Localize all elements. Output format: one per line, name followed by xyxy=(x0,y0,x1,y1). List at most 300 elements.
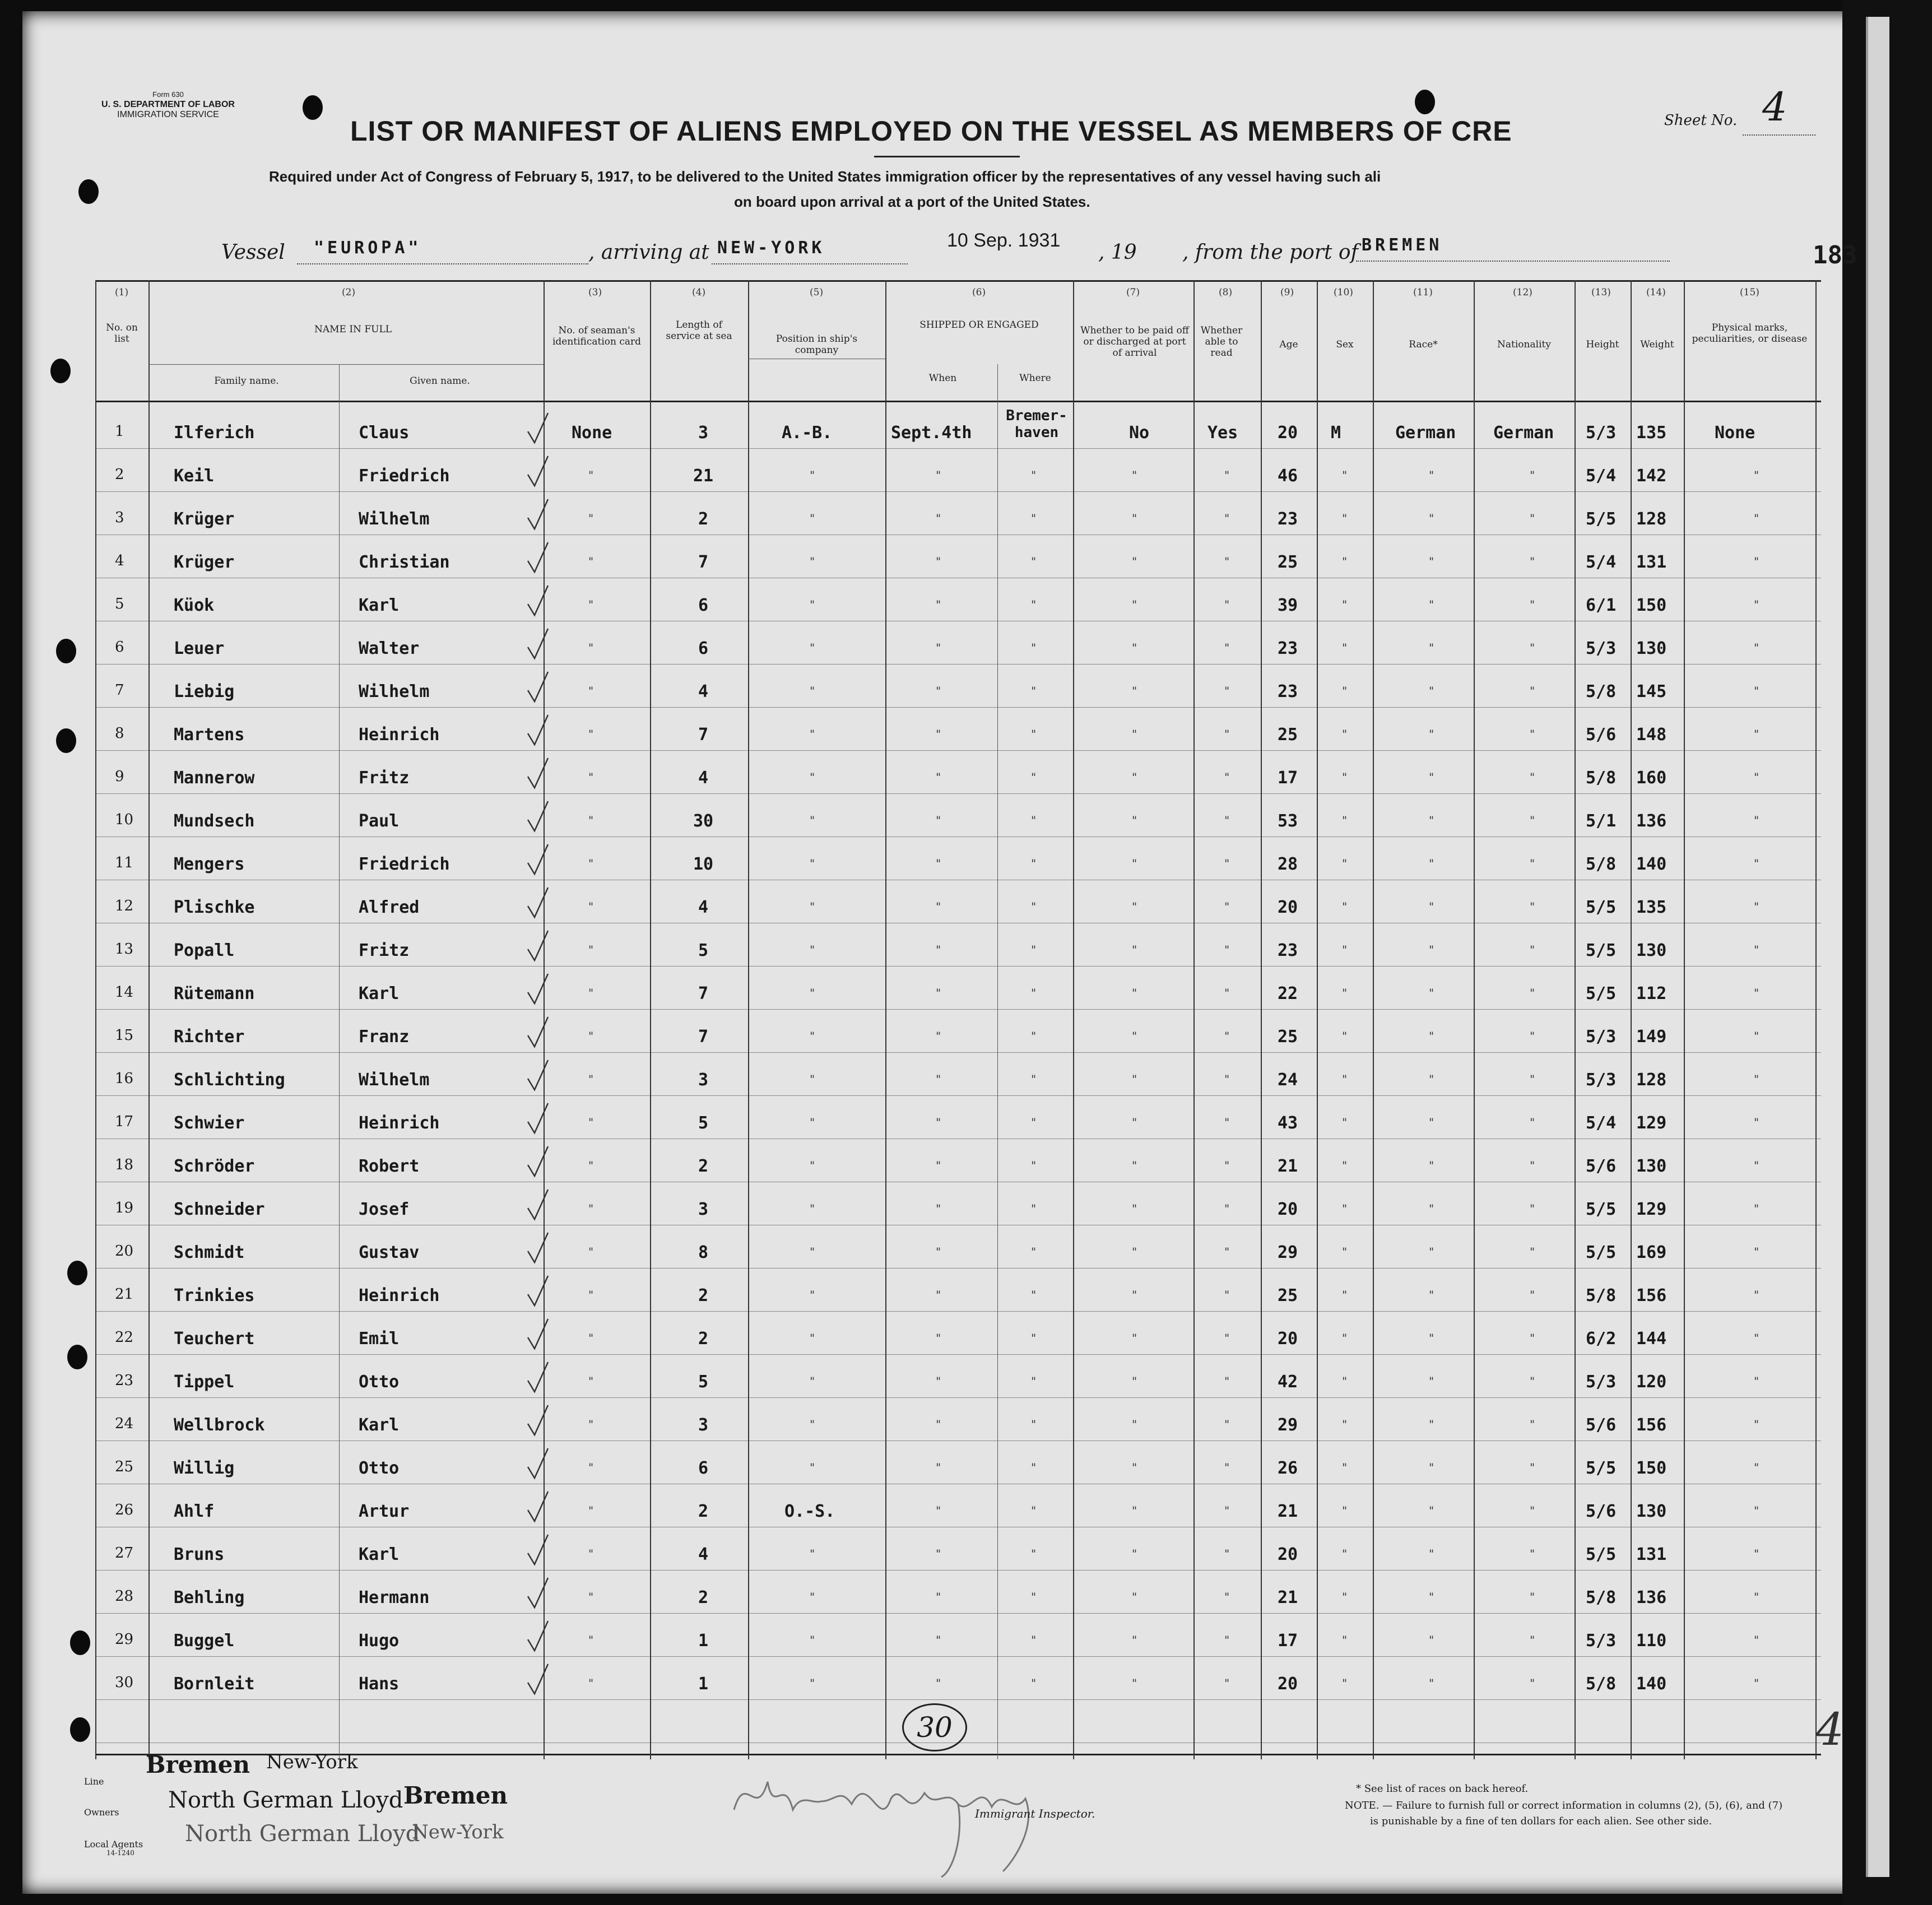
marks-ditto: " xyxy=(1754,1418,1759,1431)
race-ditto: " xyxy=(1429,1331,1434,1345)
sex-ditto: " xyxy=(1342,1202,1348,1215)
check-mark-icon xyxy=(527,1620,549,1653)
weight: 148 xyxy=(1636,725,1667,745)
race-ditto: " xyxy=(1429,1461,1434,1474)
height: 5/1 xyxy=(1586,811,1617,831)
row-rule xyxy=(95,1656,1821,1657)
seaman-card: None xyxy=(572,423,612,443)
paid-off-ditto: " xyxy=(1132,814,1137,827)
when-ditto: " xyxy=(936,1288,941,1302)
given-name: Christian xyxy=(359,552,450,572)
row-rule xyxy=(95,1613,1821,1614)
marks-ditto: " xyxy=(1754,900,1759,913)
check-mark-icon xyxy=(527,455,549,489)
position-ditto: " xyxy=(810,986,815,1000)
check-mark-icon xyxy=(527,628,549,661)
marks-ditto: " xyxy=(1754,986,1759,1000)
check-mark-icon xyxy=(527,714,549,747)
position-ditto: " xyxy=(810,770,815,784)
marks-ditto: " xyxy=(1754,1116,1759,1129)
length-of-service: 4 xyxy=(698,682,709,701)
row-number: 30 xyxy=(115,1674,134,1691)
marks-ditto: " xyxy=(1754,857,1759,870)
physical-marks: None xyxy=(1715,423,1755,443)
race-ditto: " xyxy=(1429,641,1434,654)
row-number: 23 xyxy=(115,1372,134,1389)
position-ditto: " xyxy=(810,1202,815,1215)
family-name: Rütemann xyxy=(174,984,255,1003)
age: 21 xyxy=(1278,1156,1298,1176)
vessel-label: Vessel xyxy=(221,241,285,264)
punch-hole xyxy=(67,1345,87,1369)
check-mark-icon xyxy=(527,1404,549,1438)
when-ditto: " xyxy=(936,1418,941,1431)
col-10-number: (10) xyxy=(1334,287,1353,298)
header-bottom-border xyxy=(95,401,1821,402)
age: 28 xyxy=(1278,854,1298,874)
where-ditto: " xyxy=(1031,1633,1037,1647)
row-number: 16 xyxy=(115,1070,134,1087)
family-name: Bornleit xyxy=(174,1674,255,1694)
weight: 140 xyxy=(1636,854,1667,874)
when-ditto: " xyxy=(936,1374,941,1388)
check-mark-icon xyxy=(527,1232,549,1265)
card-ditto: " xyxy=(588,1029,594,1043)
when-ditto: " xyxy=(936,1202,941,1215)
position-ditto: " xyxy=(810,1029,815,1043)
read-ditto: " xyxy=(1224,1159,1230,1172)
row-number: 27 xyxy=(115,1545,134,1562)
crew-total-circled: 30 xyxy=(902,1703,967,1751)
col-13-heading: Height xyxy=(1586,339,1619,350)
read-ditto: " xyxy=(1224,814,1230,827)
departure-underline xyxy=(1356,261,1670,262)
when-ditto: " xyxy=(936,1504,941,1517)
row-number: 12 xyxy=(115,898,134,914)
paid-off: No xyxy=(1129,423,1150,443)
marks-ditto: " xyxy=(1754,1245,1759,1258)
where-ditto: " xyxy=(1031,468,1037,482)
marks-ditto: " xyxy=(1754,1590,1759,1604)
given-name: Wilhelm xyxy=(359,509,430,529)
height: 5/8 xyxy=(1586,854,1617,874)
card-ditto: " xyxy=(588,1418,594,1431)
row-rule xyxy=(95,1397,1821,1398)
row-rule xyxy=(95,793,1821,794)
height: 5/6 xyxy=(1586,725,1617,745)
race-ditto: " xyxy=(1429,1547,1434,1560)
check-mark-icon xyxy=(527,671,549,704)
weight: 130 xyxy=(1636,1156,1667,1176)
punch-hole xyxy=(56,639,76,663)
row-number: 13 xyxy=(115,941,134,958)
race-ditto: " xyxy=(1429,857,1434,870)
check-mark-icon xyxy=(527,1318,549,1351)
col-7-heading: Whether to be paid off or discharged at port of arrival xyxy=(1080,325,1189,359)
inspector-signature xyxy=(723,1748,1182,1883)
race-ditto: " xyxy=(1429,900,1434,913)
read-ditto: " xyxy=(1224,727,1230,741)
ship-position: O.-S. xyxy=(784,1502,835,1521)
paid-off-ditto: " xyxy=(1132,1461,1137,1474)
length-of-service: 3 xyxy=(698,1415,709,1435)
punch-hole xyxy=(56,728,76,753)
card-ditto: " xyxy=(588,1072,594,1086)
given-name: Karl xyxy=(359,596,400,615)
row-rule xyxy=(95,1354,1821,1355)
check-mark-icon xyxy=(527,1361,549,1395)
read-ditto: " xyxy=(1224,555,1230,568)
check-mark-icon xyxy=(527,584,549,618)
race-ditto: " xyxy=(1429,1288,1434,1302)
when-ditto: " xyxy=(936,1547,941,1560)
paid-off-ditto: " xyxy=(1132,770,1137,784)
position-ditto: " xyxy=(810,1331,815,1345)
length-of-service: 2 xyxy=(698,509,709,529)
col-2-heading: NAME IN FULL xyxy=(314,324,392,335)
row-number: 3 xyxy=(115,509,124,526)
card-ditto: " xyxy=(588,555,594,568)
where-ditto: " xyxy=(1031,1547,1037,1560)
when-ditto: " xyxy=(936,512,941,525)
age: 25 xyxy=(1278,1027,1298,1047)
family-name: Behling xyxy=(174,1588,245,1607)
weight: 136 xyxy=(1636,1588,1667,1607)
nationality-ditto: " xyxy=(1530,1072,1535,1086)
height: 5/8 xyxy=(1586,1286,1617,1305)
col-border xyxy=(148,280,150,1759)
where-ditto: " xyxy=(1031,1288,1037,1302)
sex-ditto: " xyxy=(1342,727,1348,741)
read-ditto: " xyxy=(1224,1461,1230,1474)
marks-ditto: " xyxy=(1754,512,1759,525)
given-name: Hugo xyxy=(359,1631,400,1651)
length-of-service: 3 xyxy=(698,1200,709,1219)
family-name: Buggel xyxy=(174,1631,235,1651)
row-number: 22 xyxy=(115,1329,134,1346)
race-ditto: " xyxy=(1429,1029,1434,1043)
weight: 130 xyxy=(1636,941,1667,960)
position-ditto: " xyxy=(810,1288,815,1302)
col-6a-heading: When xyxy=(928,373,957,384)
row-number: 29 xyxy=(115,1631,134,1648)
when-ditto: " xyxy=(936,727,941,741)
col-border xyxy=(339,364,340,1759)
check-mark-icon xyxy=(527,1447,549,1481)
check-mark-icon xyxy=(527,843,549,877)
nationality-ditto: " xyxy=(1530,684,1535,698)
given-name: Alfred xyxy=(359,898,420,917)
read-ditto: " xyxy=(1224,1633,1230,1647)
race-ditto: " xyxy=(1429,684,1434,698)
family-name: Schneider xyxy=(174,1200,265,1219)
height: 6/2 xyxy=(1586,1329,1617,1349)
row-rule xyxy=(95,1052,1821,1053)
nationality-ditto: " xyxy=(1530,641,1535,654)
sex-ditto: " xyxy=(1342,770,1348,784)
read-ditto: " xyxy=(1224,857,1230,870)
card-ditto: " xyxy=(588,1633,594,1647)
where-ditto: " xyxy=(1031,814,1037,827)
marks-ditto: " xyxy=(1754,1072,1759,1086)
weight: 129 xyxy=(1636,1200,1667,1219)
check-mark-icon xyxy=(527,1059,549,1093)
paid-off-ditto: " xyxy=(1132,1590,1137,1604)
crew-manifest-table xyxy=(95,280,1821,1759)
card-ditto: " xyxy=(588,770,594,784)
row-number: 15 xyxy=(115,1027,134,1044)
row-number: 18 xyxy=(115,1156,134,1173)
position-ditto: " xyxy=(810,1418,815,1431)
col-8-heading: Whether able to read xyxy=(1200,325,1243,359)
height: 5/8 xyxy=(1586,768,1617,788)
race-ditto: " xyxy=(1429,1202,1434,1215)
height: 5/3 xyxy=(1586,639,1617,658)
position-ditto: " xyxy=(810,555,815,568)
col-13-number: (13) xyxy=(1591,287,1611,298)
length-of-service: 2 xyxy=(698,1588,709,1607)
sex-ditto: " xyxy=(1342,1633,1348,1647)
row-rule xyxy=(95,1311,1821,1312)
length-of-service: 1 xyxy=(698,1631,709,1651)
sex-ditto: " xyxy=(1342,1029,1348,1043)
punch-hole xyxy=(303,95,323,120)
nationality-ditto: " xyxy=(1530,1590,1535,1604)
read-ditto: " xyxy=(1224,1504,1230,1517)
age: 20 xyxy=(1278,1200,1298,1219)
length-of-service: 5 xyxy=(698,1372,709,1392)
row-rule xyxy=(95,1095,1821,1096)
owners-stamp-city: Bremen xyxy=(403,1782,508,1809)
row-number: 5 xyxy=(115,596,124,612)
card-ditto: " xyxy=(588,1374,594,1388)
line-label: Line xyxy=(84,1776,104,1787)
read-ditto: " xyxy=(1224,986,1230,1000)
where-ditto: " xyxy=(1031,943,1037,956)
nationality-ditto: " xyxy=(1530,1245,1535,1258)
row-number: 8 xyxy=(115,725,124,742)
row-number: 11 xyxy=(115,854,134,871)
weight: 129 xyxy=(1636,1113,1667,1133)
family-name: Plischke xyxy=(174,898,255,917)
position-ditto: " xyxy=(810,1547,815,1560)
row-rule xyxy=(95,1570,1821,1571)
weight: 110 xyxy=(1636,1631,1667,1651)
when-ditto: " xyxy=(936,857,941,870)
page-title: LIST OR MANIFEST OF ALIENS EMPLOYED ON THE VESSEL AS MEMBERS OF CRE xyxy=(350,115,1512,147)
col-11-heading: Race* xyxy=(1409,339,1438,350)
sex-ditto: " xyxy=(1342,1116,1348,1129)
length-of-service: 3 xyxy=(698,423,709,443)
sex-ditto: " xyxy=(1342,1072,1348,1086)
length-of-service: 7 xyxy=(698,725,709,745)
check-mark-icon xyxy=(527,800,549,834)
line-stamp-city: Bremen xyxy=(146,1751,250,1778)
row-number: 10 xyxy=(115,811,134,828)
col-7-number: (7) xyxy=(1126,287,1140,298)
family-name: Wellbrock xyxy=(174,1415,265,1435)
col-1-number: (1) xyxy=(115,287,129,298)
card-ditto: " xyxy=(588,684,594,698)
height: 5/5 xyxy=(1586,984,1617,1003)
card-ditto: " xyxy=(588,1159,594,1172)
paid-off-ditto: " xyxy=(1132,1072,1137,1086)
paid-off-ditto: " xyxy=(1132,1374,1137,1388)
paid-off-ditto: " xyxy=(1132,986,1137,1000)
nationality-ditto: " xyxy=(1530,727,1535,741)
race: German xyxy=(1395,423,1456,443)
sex: M xyxy=(1331,423,1341,443)
height: 5/3 xyxy=(1586,1631,1617,1651)
sex-ditto: " xyxy=(1342,1288,1348,1302)
agents-stamp: North German Lloyd xyxy=(185,1821,420,1847)
where-ditto: " xyxy=(1031,1504,1037,1517)
col-border xyxy=(1474,280,1475,1759)
age: 23 xyxy=(1278,941,1298,960)
race-ditto: " xyxy=(1429,1116,1434,1129)
col-border xyxy=(1373,280,1374,1759)
nationality-ditto: " xyxy=(1530,1331,1535,1345)
when-ditto: " xyxy=(936,468,941,482)
weight: 150 xyxy=(1636,1458,1667,1478)
nationality: German xyxy=(1493,423,1554,443)
position-ditto: " xyxy=(810,1633,815,1647)
when-ditto: " xyxy=(936,1245,941,1258)
where-ditto: " xyxy=(1031,1590,1037,1604)
position-ditto: " xyxy=(810,1461,815,1474)
shipped-when: Sept.4th xyxy=(891,423,972,443)
family-name: Bruns xyxy=(174,1545,225,1564)
where-ditto: " xyxy=(1031,986,1037,1000)
position-ditto: " xyxy=(810,814,815,827)
sex-ditto: " xyxy=(1342,1590,1348,1604)
race-ditto: " xyxy=(1429,814,1434,827)
length-of-service: 2 xyxy=(698,1286,709,1305)
col-11-number: (11) xyxy=(1413,287,1433,298)
marks-ditto: " xyxy=(1754,555,1759,568)
col-5-heading: Position in ship's company xyxy=(775,333,858,356)
family-name: Liebig xyxy=(174,682,235,701)
where-ditto: " xyxy=(1031,857,1037,870)
col-2a-heading: Family name. xyxy=(214,375,279,387)
age: 25 xyxy=(1278,1286,1298,1305)
check-mark-icon xyxy=(527,1188,549,1222)
check-mark-icon xyxy=(527,1490,549,1524)
col-border xyxy=(885,280,886,1759)
marks-ditto: " xyxy=(1754,1029,1759,1043)
card-ditto: " xyxy=(588,598,594,611)
punch-hole xyxy=(78,179,99,204)
sex-ditto: " xyxy=(1342,641,1348,654)
height: 5/6 xyxy=(1586,1502,1617,1521)
paid-off-ditto: " xyxy=(1132,1116,1137,1129)
col-6b-heading: Where xyxy=(1019,373,1051,384)
marks-ditto: " xyxy=(1754,727,1759,741)
row-number: 19 xyxy=(115,1200,134,1216)
sex-ditto: " xyxy=(1342,814,1348,827)
length-of-service: 4 xyxy=(698,1545,709,1564)
read-ditto: " xyxy=(1224,1116,1230,1129)
col-6-number: (6) xyxy=(972,287,986,298)
sex-ditto: " xyxy=(1342,684,1348,698)
subtitle-line-2: on board upon arrival at a port of the United States. xyxy=(734,193,1090,210)
sex-ditto: " xyxy=(1342,986,1348,1000)
marks-ditto: " xyxy=(1754,1461,1759,1474)
vessel-underline xyxy=(297,263,588,264)
race-ditto: " xyxy=(1429,1374,1434,1388)
race-ditto: " xyxy=(1429,1676,1434,1690)
given-name: Gustav xyxy=(359,1243,420,1262)
family-name: Schlichting xyxy=(174,1070,285,1090)
arriving-label: , arriving at xyxy=(588,241,709,264)
when-ditto: " xyxy=(936,1159,941,1172)
position-ditto: " xyxy=(810,684,815,698)
marks-ditto: " xyxy=(1754,641,1759,654)
given-name: Hans xyxy=(359,1674,400,1694)
card-ditto: " xyxy=(588,1202,594,1215)
where-ditto: " xyxy=(1031,1116,1037,1129)
check-mark-icon xyxy=(527,1663,549,1697)
nationality-ditto: " xyxy=(1530,1633,1535,1647)
race-ditto: " xyxy=(1429,1590,1434,1604)
sex-ditto: " xyxy=(1342,1504,1348,1517)
check-mark-icon xyxy=(527,757,549,791)
family-name: Mengers xyxy=(174,854,245,874)
row-rule xyxy=(95,750,1821,751)
height: 5/4 xyxy=(1586,466,1617,486)
given-name: Heinrich xyxy=(359,725,440,745)
card-ditto: " xyxy=(588,814,594,827)
card-ditto: " xyxy=(588,1590,594,1604)
marks-ditto: " xyxy=(1754,1676,1759,1690)
race-ditto: " xyxy=(1429,512,1434,525)
when-ditto: " xyxy=(936,770,941,784)
family-name: Ilferich xyxy=(174,423,255,443)
length-of-service: 5 xyxy=(698,941,709,960)
position-ditto: " xyxy=(810,598,815,611)
marks-ditto: " xyxy=(1754,1504,1759,1517)
position-ditto: " xyxy=(810,1159,815,1172)
read-ditto: " xyxy=(1224,468,1230,482)
col-border xyxy=(1317,280,1318,1759)
year-label: , 19 xyxy=(1098,241,1137,264)
age: 23 xyxy=(1278,682,1298,701)
when-ditto: " xyxy=(936,943,941,956)
row-number: 4 xyxy=(115,552,124,569)
height: 5/4 xyxy=(1586,1113,1617,1133)
race-ditto: " xyxy=(1429,468,1434,482)
length-of-service: 2 xyxy=(698,1502,709,1521)
weight: 128 xyxy=(1636,1070,1667,1090)
length-of-service: 3 xyxy=(698,1070,709,1090)
department-name: U. S. DEPARTMENT OF LABOR xyxy=(101,100,235,109)
weight: 149 xyxy=(1636,1027,1667,1047)
given-name: Wilhelm xyxy=(359,682,430,701)
when-ditto: " xyxy=(936,555,941,568)
age: 20 xyxy=(1278,898,1298,917)
paid-off-ditto: " xyxy=(1132,512,1137,525)
row-number: 9 xyxy=(115,768,124,785)
form-header-block xyxy=(78,90,258,120)
row-rule xyxy=(95,491,1821,492)
length-of-service: 6 xyxy=(698,1458,709,1478)
age: 53 xyxy=(1278,811,1298,831)
length-of-service: 6 xyxy=(698,639,709,658)
age: 39 xyxy=(1278,596,1298,615)
departure-port: BREMEN xyxy=(1362,235,1443,255)
age: 43 xyxy=(1278,1113,1298,1133)
col-border xyxy=(1575,280,1576,1759)
